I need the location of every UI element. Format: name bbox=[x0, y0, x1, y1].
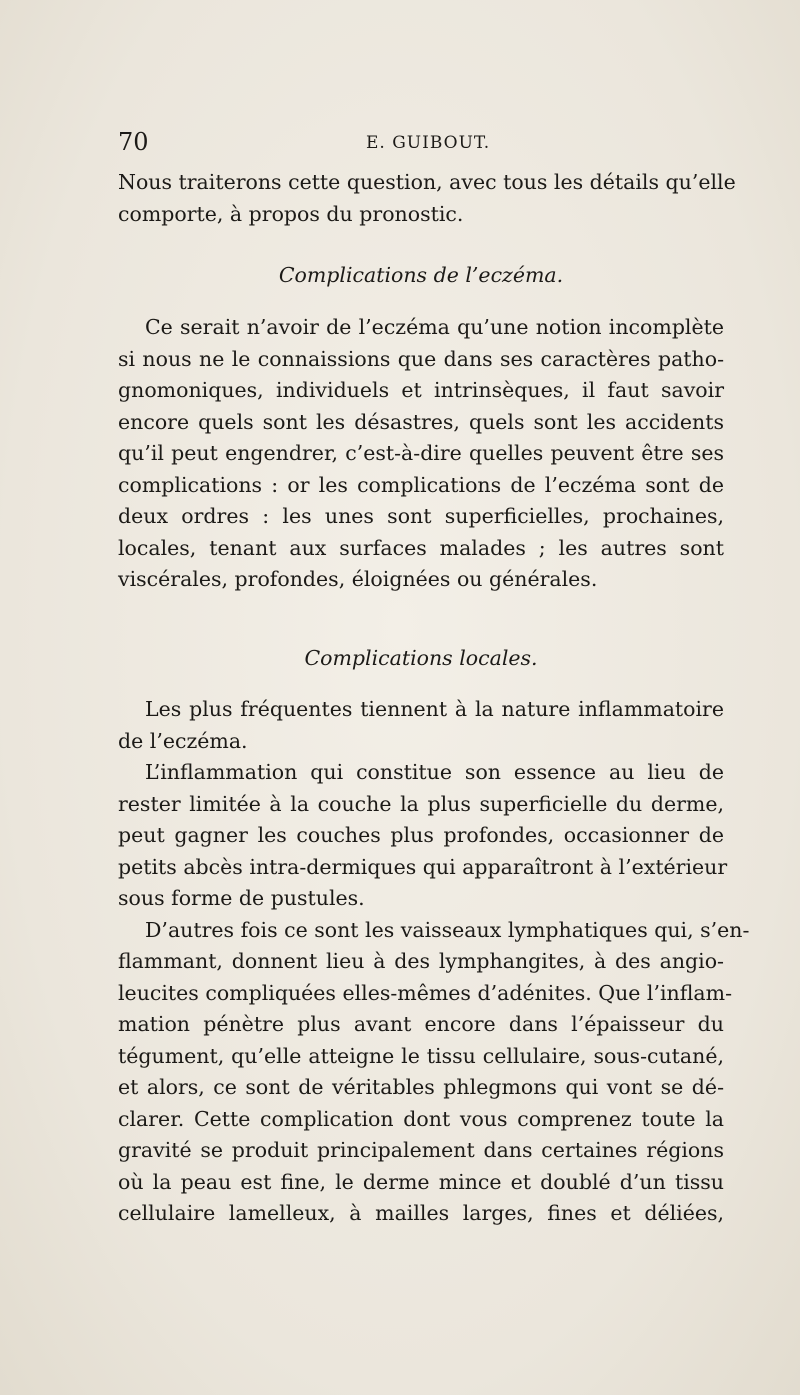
text-line: de l’eczéma. bbox=[118, 728, 248, 753]
text-line: complications : or les complications de l’eczéma sont de bbox=[118, 472, 724, 497]
paragraph-complications bbox=[118, 312, 724, 596]
text-line: cellulaire lamelleux, à mailles larges, fines et déliées, bbox=[118, 1201, 724, 1225]
text-line: flammant, donnent lieu à des lymphangites, à des angio- bbox=[118, 949, 724, 973]
text-line: D’autres fois ce sont les vaisseaux lymphatiques qui, s’en- bbox=[145, 917, 750, 942]
text-line: encore quels sont les désastres, quels sont les accidents bbox=[118, 409, 724, 434]
text-line: Ce serait n’avoir de l’eczéma qu’une notion incomplète bbox=[145, 315, 724, 339]
running-head: E. GUIBOUT. bbox=[366, 133, 491, 153]
paragraph-locales bbox=[118, 694, 750, 1230]
text-line: gravité se produit principalement dans certaines régions bbox=[118, 1138, 724, 1162]
text-line: tégument, qu’elle atteigne le tissu cellulaire, sous-cutané, bbox=[118, 1043, 724, 1068]
paragraph-intro bbox=[118, 167, 736, 230]
page-header bbox=[118, 128, 724, 158]
text-line: peut gagner les couches plus profondes, occasionner de bbox=[118, 823, 724, 847]
text-line: L’inflammation qui constitue son essence au lieu de bbox=[145, 760, 724, 784]
text-line: si nous ne le connaissions que dans ses caractères patho- bbox=[118, 346, 724, 371]
text-line: deux ordres : les unes sont superficielles, prochaines, bbox=[118, 504, 724, 528]
text-line: leucites compliquées elles-mêmes d’adénites. Que l’inflam- bbox=[118, 980, 733, 1005]
text-line: sous forme de pustules. bbox=[118, 886, 365, 910]
text-line: où la peau est fine, le derme mince et doublé d’un tissu bbox=[118, 1169, 724, 1194]
text-line: Les plus fréquentes tiennent à la nature inflammatoire bbox=[145, 697, 724, 721]
text-line: qu’il peut engendrer, c’est-à-dire quelles peuvent être ses bbox=[118, 441, 724, 465]
page-number: 70 bbox=[118, 128, 149, 156]
text-line: et alors, ce sont de véritables phlegmons qui vont se dé- bbox=[118, 1075, 724, 1099]
text-line: viscérales, profondes, éloignées ou générales. bbox=[118, 567, 598, 591]
text-line: petits abcès intra-dermiques qui apparaîtront à l’extérieur bbox=[118, 854, 728, 879]
text-line: comporte, à propos du pronostic. bbox=[118, 201, 464, 226]
section-heading-complications: Complications de l’eczéma. bbox=[278, 263, 564, 287]
text-line: gnomoniques, individuels et intrinsèques, il faut savoir bbox=[118, 378, 724, 402]
text-line: mation pénètre plus avant encore dans l’épaisseur du bbox=[118, 1012, 724, 1036]
text-line: clarer. Cette complication dont vous comprenez toute la bbox=[118, 1106, 724, 1131]
text-line: rester limitée à la couche la plus superficielle du derme, bbox=[118, 791, 724, 816]
text-line: Nous traiterons cette question, avec tous les détails qu’elle bbox=[118, 170, 736, 194]
section-heading-locales: Complications locales. bbox=[304, 646, 538, 670]
text-line: locales, tenant aux surfaces malades ; les autres sont bbox=[118, 535, 724, 560]
